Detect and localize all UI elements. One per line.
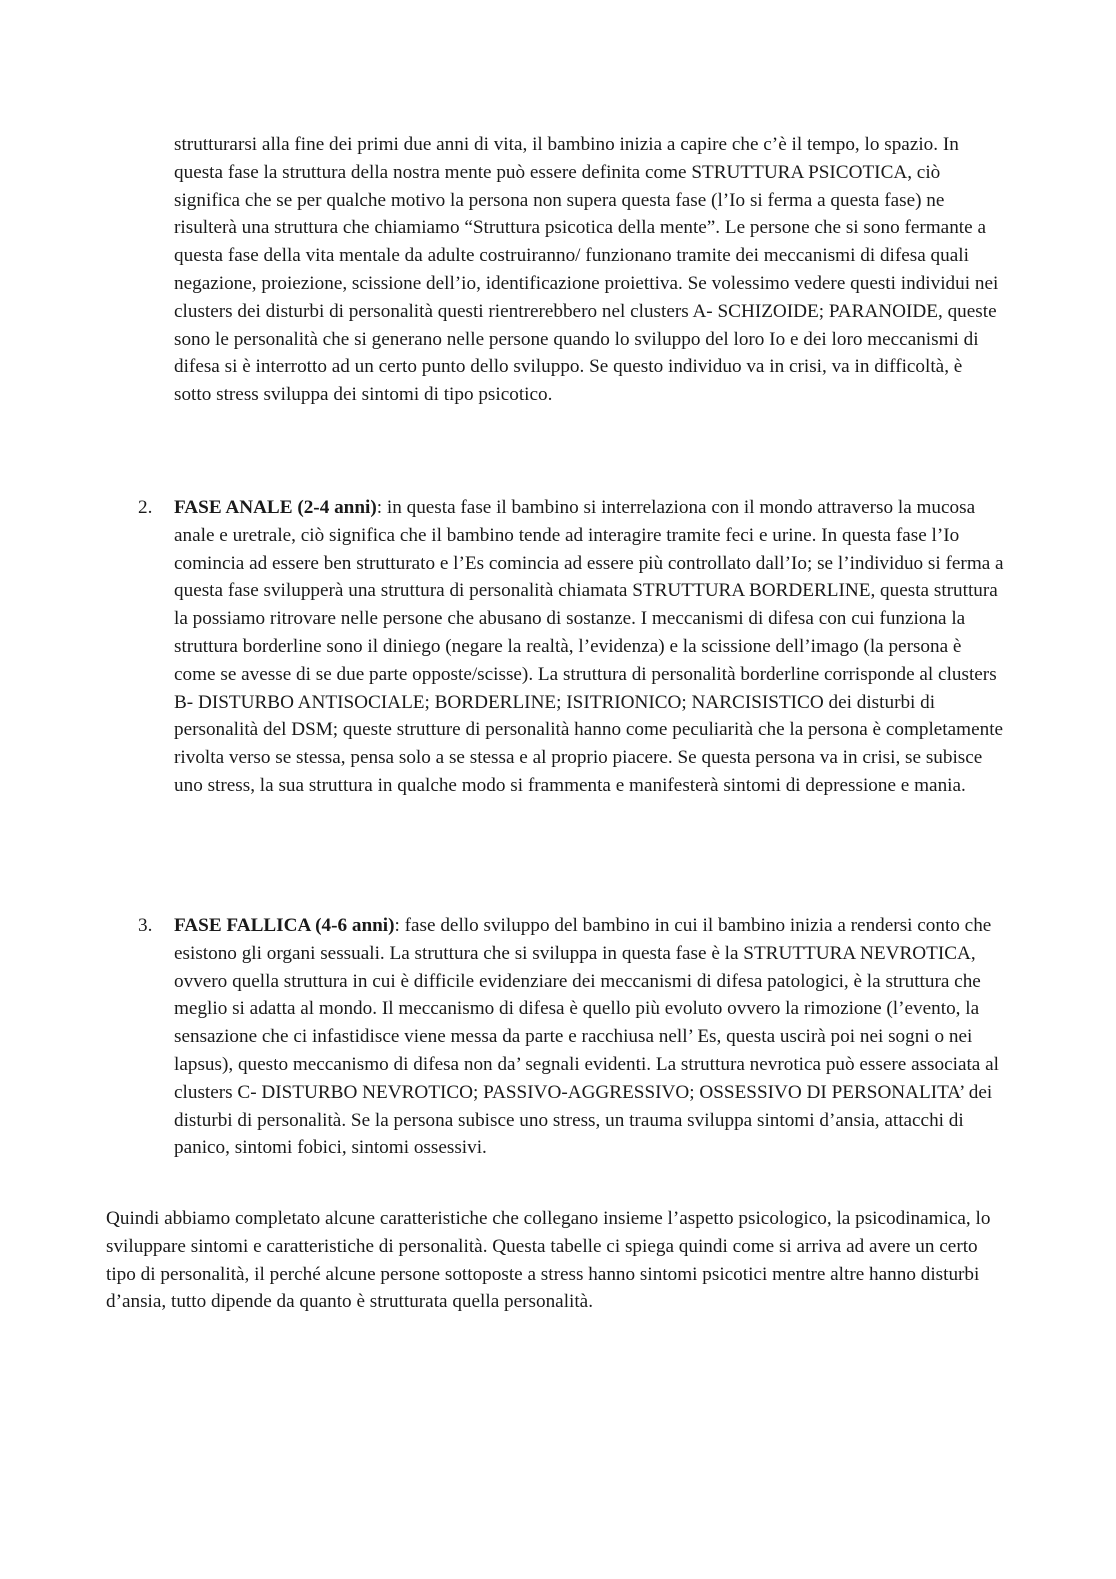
- list-number: 3.: [138, 915, 153, 936]
- phase-title: FASE ANALE (2-4 anni): [174, 497, 377, 518]
- list-item-body: [174, 912, 1004, 1162]
- phase-text: : in questa fase il bambino si interrelaziona con il mondo attraverso la mucosa anale e uretrale, ciò significa che il bambino tende ad interagire tramite feci e urine. In questa fase l’Io comincia ad essere ben strutturato e l’Es comincia ad essere più controllato dall’Io; se l’individuo si ferma a questa fase svilupperà una struttura di personalità chiamata STRUTTURA BORDERLINE, questa struttura la possiamo ritrovare nelle persone che abusano di sostanze. I meccanismi di difesa con cui funziona la struttura borderline sono il diniego (negare la realtà, l’evidenza) e la scissione dell’imago (la persona è come se avesse di se due parte opposte/scisse). La struttura di personalità borderline corrisponde al clusters B- DISTURBO ANTISOCIALE; BORDERLINE; ISITRIONICO; NARCISISTICO dei disturbi di personalità del DSM; queste strutture di personalità hanno come peculiarità che la persona è completamente rivolta verso se stessa, pensa solo a se stessa e al proprio piacere. Se questa persona va in crisi, se subisce uno stress, la sua struttura in qualche modo si frammenta e manifesterà sintomi di depressione e mania.: [174, 497, 1004, 796]
- list-number: 2.: [138, 497, 153, 518]
- intro-paragraph: strutturarsi alla fine dei primi due anni di vita, il bambino inizia a capire che c’è il tempo, lo spazio. In questa fase la struttura della nostra mente può essere definita come STRUTTURA PSICOTICA, ciò significa che se per qualche motivo la persona non supera questa fase (l’Io si ferma a questa fase) ne risulterà una struttura che chiamiamo “Struttura psicotica della mente”. Le persone che si sono fermante a questa fase della vita mentale da adulte costruiranno/ funzionano tramite dei meccanismi di difesa quali negazione, proiezione, scissione dell’io, identificazione proiettiva. Se volessimo vedere questi individui nei clusters dei disturbi di personalità questi rientrerebbero nel clusters A- SCHIZOIDE; PARANOIDE, queste sono le personalità che si generano nelle persone quando lo sviluppo del loro Io e dei loro meccanismi di difesa si è interrotto ad un certo punto dello sviluppo. Se questo individuo va in crisi, va in difficoltà, è sotto stress sviluppa dei sintomi di tipo psicotico.: [174, 134, 999, 406]
- phase-text: : fase dello sviluppo del bambino in cui il bambino inizia a rendersi conto che esistono gli organi sessuali. La struttura che si sviluppa in questa fase è la STRUTTURA NEVROTICA, ovvero quella struttura in cui è difficile evidenziare dei meccanismi di difesa patologici, è la struttura che meglio si adatta al mondo. Il meccanismo di difesa è quello più evoluto ovvero la rimozione (l’evento, la sensazione che ci infastidisce viene messa da parte e racchiusa nell’ Es, questa uscirà poi nei sogni o nei lapsus), questo meccanismo di difesa non da’ segnali evidenti. La struttura nevrotica può essere associata al clusters C- DISTURBO NEVROTICO; PASSIVO-AGGRESSIVO; OSSESSIVO DI PERSONALITA’ dei disturbi di personalità. Se la persona subisce uno stress, un trauma sviluppa sintomi d’ansia, attacchi di panico, sintomi fobici, sintomi ossessivi.: [174, 915, 999, 1159]
- conclusion-paragraph: Quindi abbiamo completato alcune caratteristiche che collegano insieme l’aspetto psicologico, la psicodinamica, lo sviluppare sintomi e caratteristiche di personalità. Questa tabelle ci spiega quindi come si arriva ad avere un certo tipo di personalità, il perché alcune persone sottoposte a stress hanno sintomi psicotici mentre altre hanno disturbi d’ansia, tutto dipende da quanto è strutturata quella personalità.: [106, 1208, 991, 1313]
- list-item-body: [174, 494, 1004, 800]
- phase-title: FASE FALLICA (4-6 anni): [174, 915, 395, 936]
